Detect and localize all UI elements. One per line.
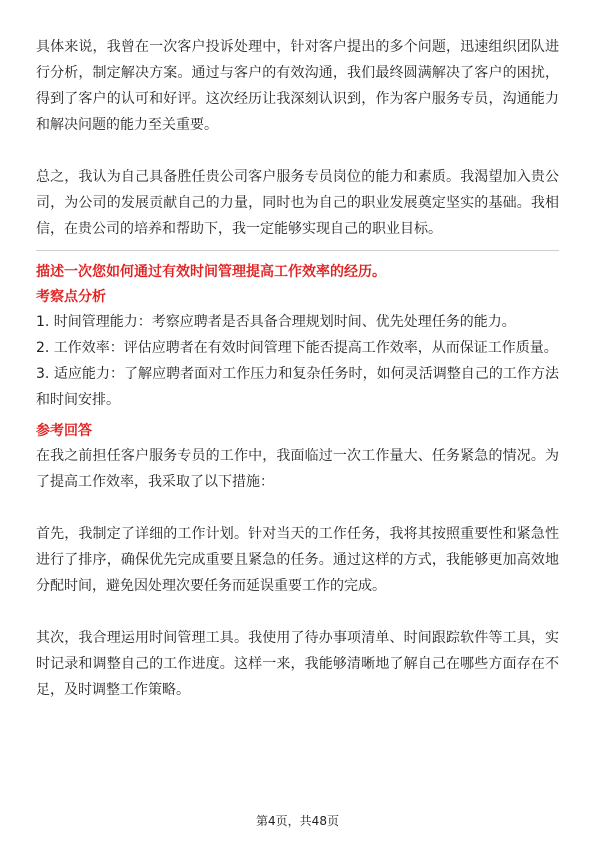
analysis-item-2: 2. 工作效率：评估应聘者在有效时间管理下能否提高工作效率，从而保证工作质量。 <box>36 340 558 356</box>
analysis-heading: 考察点分析 <box>36 289 106 305</box>
analysis-item-3: 3. 适应能力：了解应聘者面对工作压力和复杂任务时，如何灵活调整自己的工作方法和时间安排。 <box>36 366 559 408</box>
intro-paragraph-2: 总之，我认为自己具备胜任贵公司客户服务专员岗位的能力和素质。我渴望加入贵公司，为公司的发展贡献自己的力量，同时也为自己的职业发展奠定坚实的基础。我相信，在贵公司的培养和帮助下，我一定能够实现自己的职业目标。 <box>36 169 559 237</box>
answer-paragraph-3: 其次，我合理运用时间管理工具。我使用了待办事项清单、时间跟踪软件等工具，实时记录和调整自己的工作进度。这样一来，我能够清晰地了解自己在哪些方面存在不足，及时调整工作策略。 <box>36 630 559 698</box>
analysis-item-1: 1. 时间管理能力：考察应聘者是否具备合理规划时间、优先处理任务的能力。 <box>36 314 516 330</box>
section-divider <box>36 250 559 251</box>
question-title: 描述一次您如何通过有效时间管理提高工作效率的经历。 <box>36 264 386 280</box>
answer-paragraph-1: 在我之前担任客户服务专员的工作中，我面临过一次工作量大、任务紧急的情况。为了提高工作效率，我采取了以下措施： <box>36 448 559 490</box>
answer-paragraph-2: 首先，我制定了详细的工作计划。针对当天的工作任务，我将其按照重要性和紧急性进行了排序，确保优先完成重要且紧急的任务。通过这样的方式，我能够更加高效地分配时间，避免因处理次要任务而延误重要工作的完成。 <box>36 526 559 594</box>
intro-paragraph-1: 具体来说，我曾在一次客户投诉处理中，针对客户提出的多个问题，迅速组织团队进行分析，制定解决方案。通过与客户的有效沟通，我们最终圆满解决了客户的困扰，得到了客户的认可和好评。这次经历让我深刻认识到，作为客户服务专员，沟通能力和解决问题的能力至关重要。 <box>36 39 559 133</box>
page-number-footer: 第4页，共48页 <box>256 814 339 828</box>
answer-heading: 参考回答 <box>36 423 92 439</box>
document-page <box>36 34 559 703</box>
